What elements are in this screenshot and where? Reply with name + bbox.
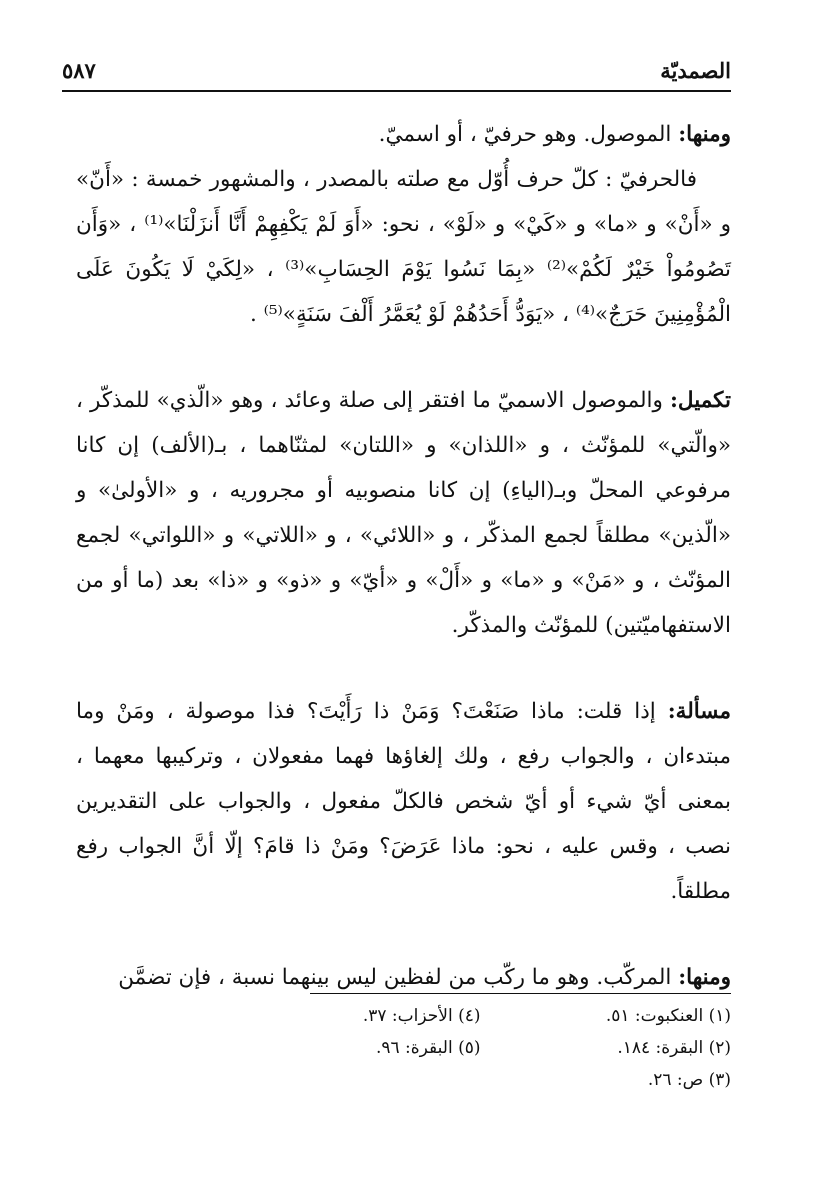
footnote-empty: [270, 1064, 481, 1096]
footnote-2: (٢) البقرة: ١٨٤.: [617, 1038, 731, 1058]
paragraph-spacer: [76, 648, 731, 689]
paragraph-spacer: [76, 914, 731, 955]
page-header: [62, 50, 731, 90]
paragraph-takmil: [76, 378, 731, 648]
page-number: ٥٨٧: [62, 57, 96, 83]
paragraph-lead: ومنها:: [678, 965, 731, 990]
paragraph-spacer: [76, 337, 731, 378]
footnote-5: (٥) البقرة: ٩٦.: [375, 1038, 481, 1058]
paragraph-text: المركّب. وهو ما ركّب من لفظين ليس بينهما نسبة ، فإن تضمَّن: [118, 965, 672, 990]
paragraph-lead: مسألة:: [667, 699, 731, 724]
header-rule: [62, 90, 731, 92]
paragraph-lead: تكميل:: [670, 388, 731, 413]
main-text: [76, 112, 731, 1000]
running-title: الصمديّة: [660, 57, 731, 83]
paragraph-text: فالحرفيّ : كلّ حرف أُوّل مع صلته بالمصدر ، والمشهور خمسة : «أَنّ» و «أَنْ» و «ما» و «كَيْ» و «لَوْ» ، نحو: «أَوَ لَمْ يَكْفِهِمْ أَنَّا أَنزَلْنَا»⁽¹⁾ ، «وَأَن تَصُومُواْ خَيْرٌ لَكُمْ»⁽²⁾ «بِمَا نَسُوا يَوْمَ الحِسَابِ»⁽³⁾ ، «لِكَيْ لَا يَكُونَ عَلَى الْمُؤْمِنِينَ حَرَجٌ»⁽⁴⁾ ، «يَوَدُّ أَحَدُهُمْ لَوْ يُعَمَّرُ أَلْفَ سَنَةٍ»⁽⁵⁾ .: [76, 167, 732, 327]
footnote-4: (٤) الأحزاب: ٣٧.: [362, 1006, 481, 1026]
footnote-1: (١) العنكبوت: ٥١.: [605, 1006, 731, 1026]
footnote-rule: [310, 993, 731, 994]
paragraph-masala: [76, 689, 731, 914]
paragraph-text: الموصول. وهو حرفيّ ، أو اسميّ.: [378, 122, 672, 147]
paragraph-lead: ومنها:: [678, 122, 731, 147]
paragraph-mawsul: [76, 112, 731, 157]
footnotes: [270, 1000, 731, 1096]
footnote-3: (٣) ص: ٢٦.: [647, 1070, 731, 1090]
paragraph-text: إذا قلت: ماذا صَنَعْتَ؟ وَمَنْ ذا رَأَيْتَ؟ فذا موصولة ، ومَنْ وما مبتدءان ، والجواب رفع ، ولك إلغاؤها فهما مفعولان ، وتركيبها معهما ، بمعنى أيّ شيء أو أيّ شخص فالكلّ مفعول ، والجواب على التقديرين نصب ، وقس عليه ، نحو: ماذا عَرَضَ؟ ومَنْ ذا قامَ؟ إلّا أنَّ الجواب رفع مطلقاً.: [76, 699, 731, 904]
paragraph-text: والموصول الاسميّ ما افتقر إلى صلة وعائد ، وهو «الّذي» للمذكّر ، «والّتي» للمؤنّث ، و «اللذان» و «اللتان» لمثنّاهما ، بـ(الألف) إن كانا مرفوعي المحلّ وبـ(الياءِ) إن كانا منصوبيه أو مجروريه ، و «الأولىٰ» و «الّذين» مطلقاً لجمع المذكّر ، و «اللائي» ، و «اللاتي» و «اللواتي» لجمع المؤنّث ، و «مَنْ» و «ما» و «أَلْ» و «أيّ» و «ذو» و «ذا» بعد (ما أو من الاستفهاميّتين) للمؤنّث والمذكّر.: [76, 388, 731, 638]
paragraph-harfi: [76, 157, 731, 337]
